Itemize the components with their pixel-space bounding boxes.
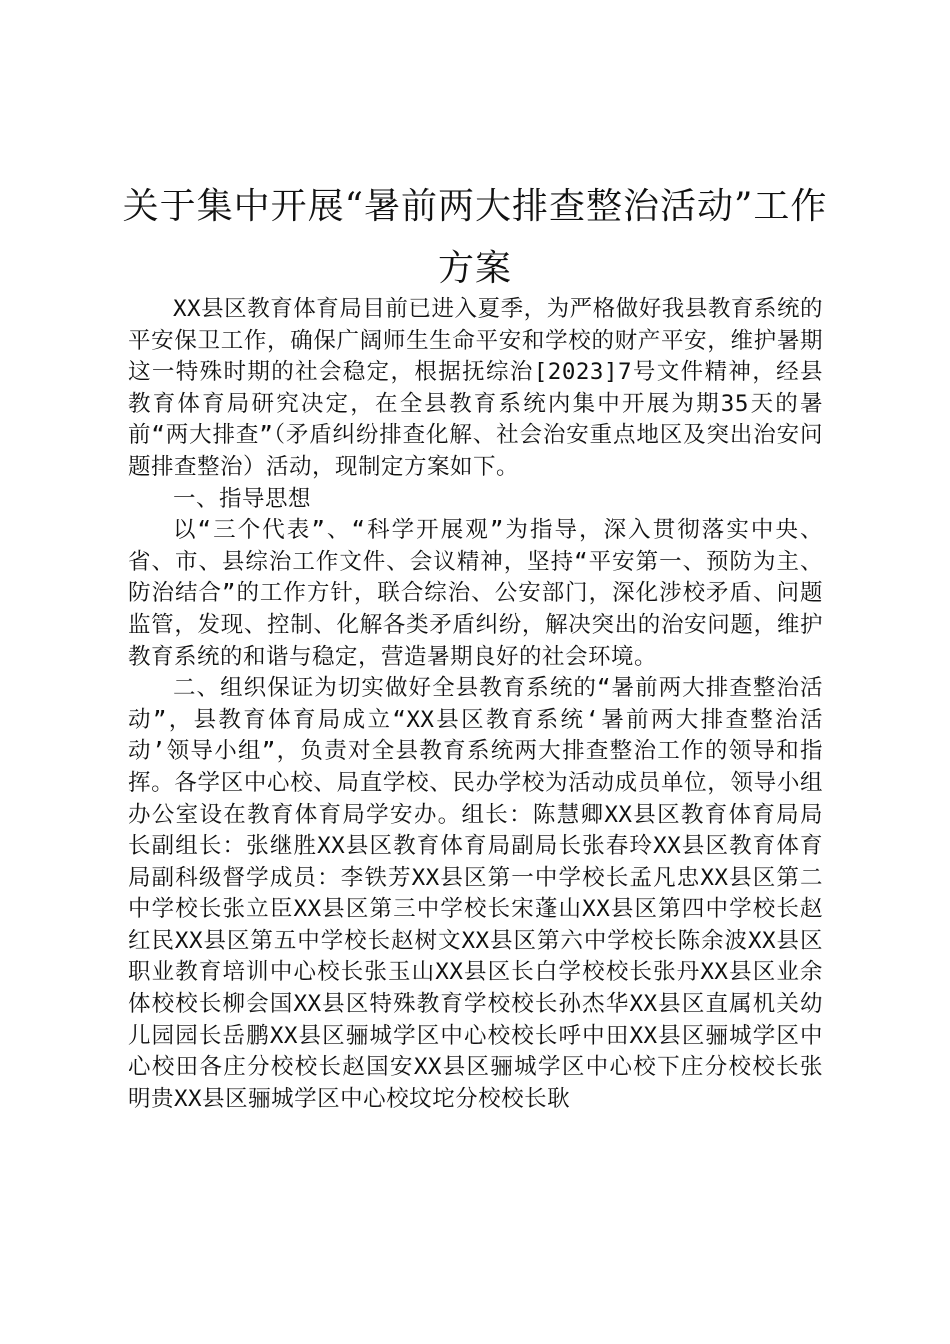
title-line-2: 方案 xyxy=(437,248,512,289)
title-line-1: 关于集中开展“暑前两大排查整治活动”工作 xyxy=(122,186,828,227)
document-body xyxy=(128,294,823,1115)
paragraph-intro: XX县区教育体育局目前已进入夏季，为严格做好我县教育系统的平安保卫工作，确保广阔师生生命平安和学校的财产平安，维护暑期这一特殊时期的社会稳定，根据抚综治[2023]7号文件精神，经县教育体育局研究决定，在全县教育系统内集中开展为期35天的暑前“两大排查”（矛盾纠纷排查化解、社会治安重点地区及突出治安问题排查整治）活动，现制定方案如下。 xyxy=(128,296,823,480)
heading-guiding-thought: 一、指导思想 xyxy=(173,485,312,512)
paragraph-guiding-thought: 以“三个代表”、“科学开展观”为指导，深入贯彻落实中央、省、市、县综治工作文件、会议精神，坚持“平安第一、预防为主、防治结合”的工作方针，联合综治、公安部门，深化涉校矛盾、问题监管，发现、控制、化解各类矛盾纠纷，解决突出的治安问题，维护教育系统的和谐与稳定，营造暑期良好的社会环境。 xyxy=(128,517,823,670)
document-title xyxy=(90,176,860,300)
paragraph-organization: 二、组织保证为切实做好全县教育系统的“暑前两大排查整治活动”，县教育体育局成立“XX县区教育系统‘暑前两大排查整治活动’领导小组”，负责对全县教育系统两大排查整治工作的领导和指挥。各学区中心校、局直学校、民办学校为活动成员单位，领导小组办公室设在教育体育局学安办。组长：陈慧卿XX县区教育体育局局长副组长：张继胜XX县区教育体育局副局长张春玲XX县区教育体育局副科级督学成员：李铁芳XX县区第一中学校长孟凡忠XX县区第二中学校长张立臣XX县区第三中学校长宋蓬山XX县区第四中学校长赵红民XX县区第五中学校长赵树文XX县区第六中学校长陈余波XX县区职业教育培训中心校长张玉山XX县区长白学校校长张丹XX县区业余体校校长柳会国XX县区特殊教育学校校长孙杰华XX县区直属机关幼儿园园长岳鹏XX县区骊城学区中心校校长呼中田XX县区骊城学区中心校田各庄分校校长赵国安XX县区骊城学区中心校下庄分校校长张明贵XX县区骊城学区中心校坟坨分校校长耿 xyxy=(128,675,823,1112)
